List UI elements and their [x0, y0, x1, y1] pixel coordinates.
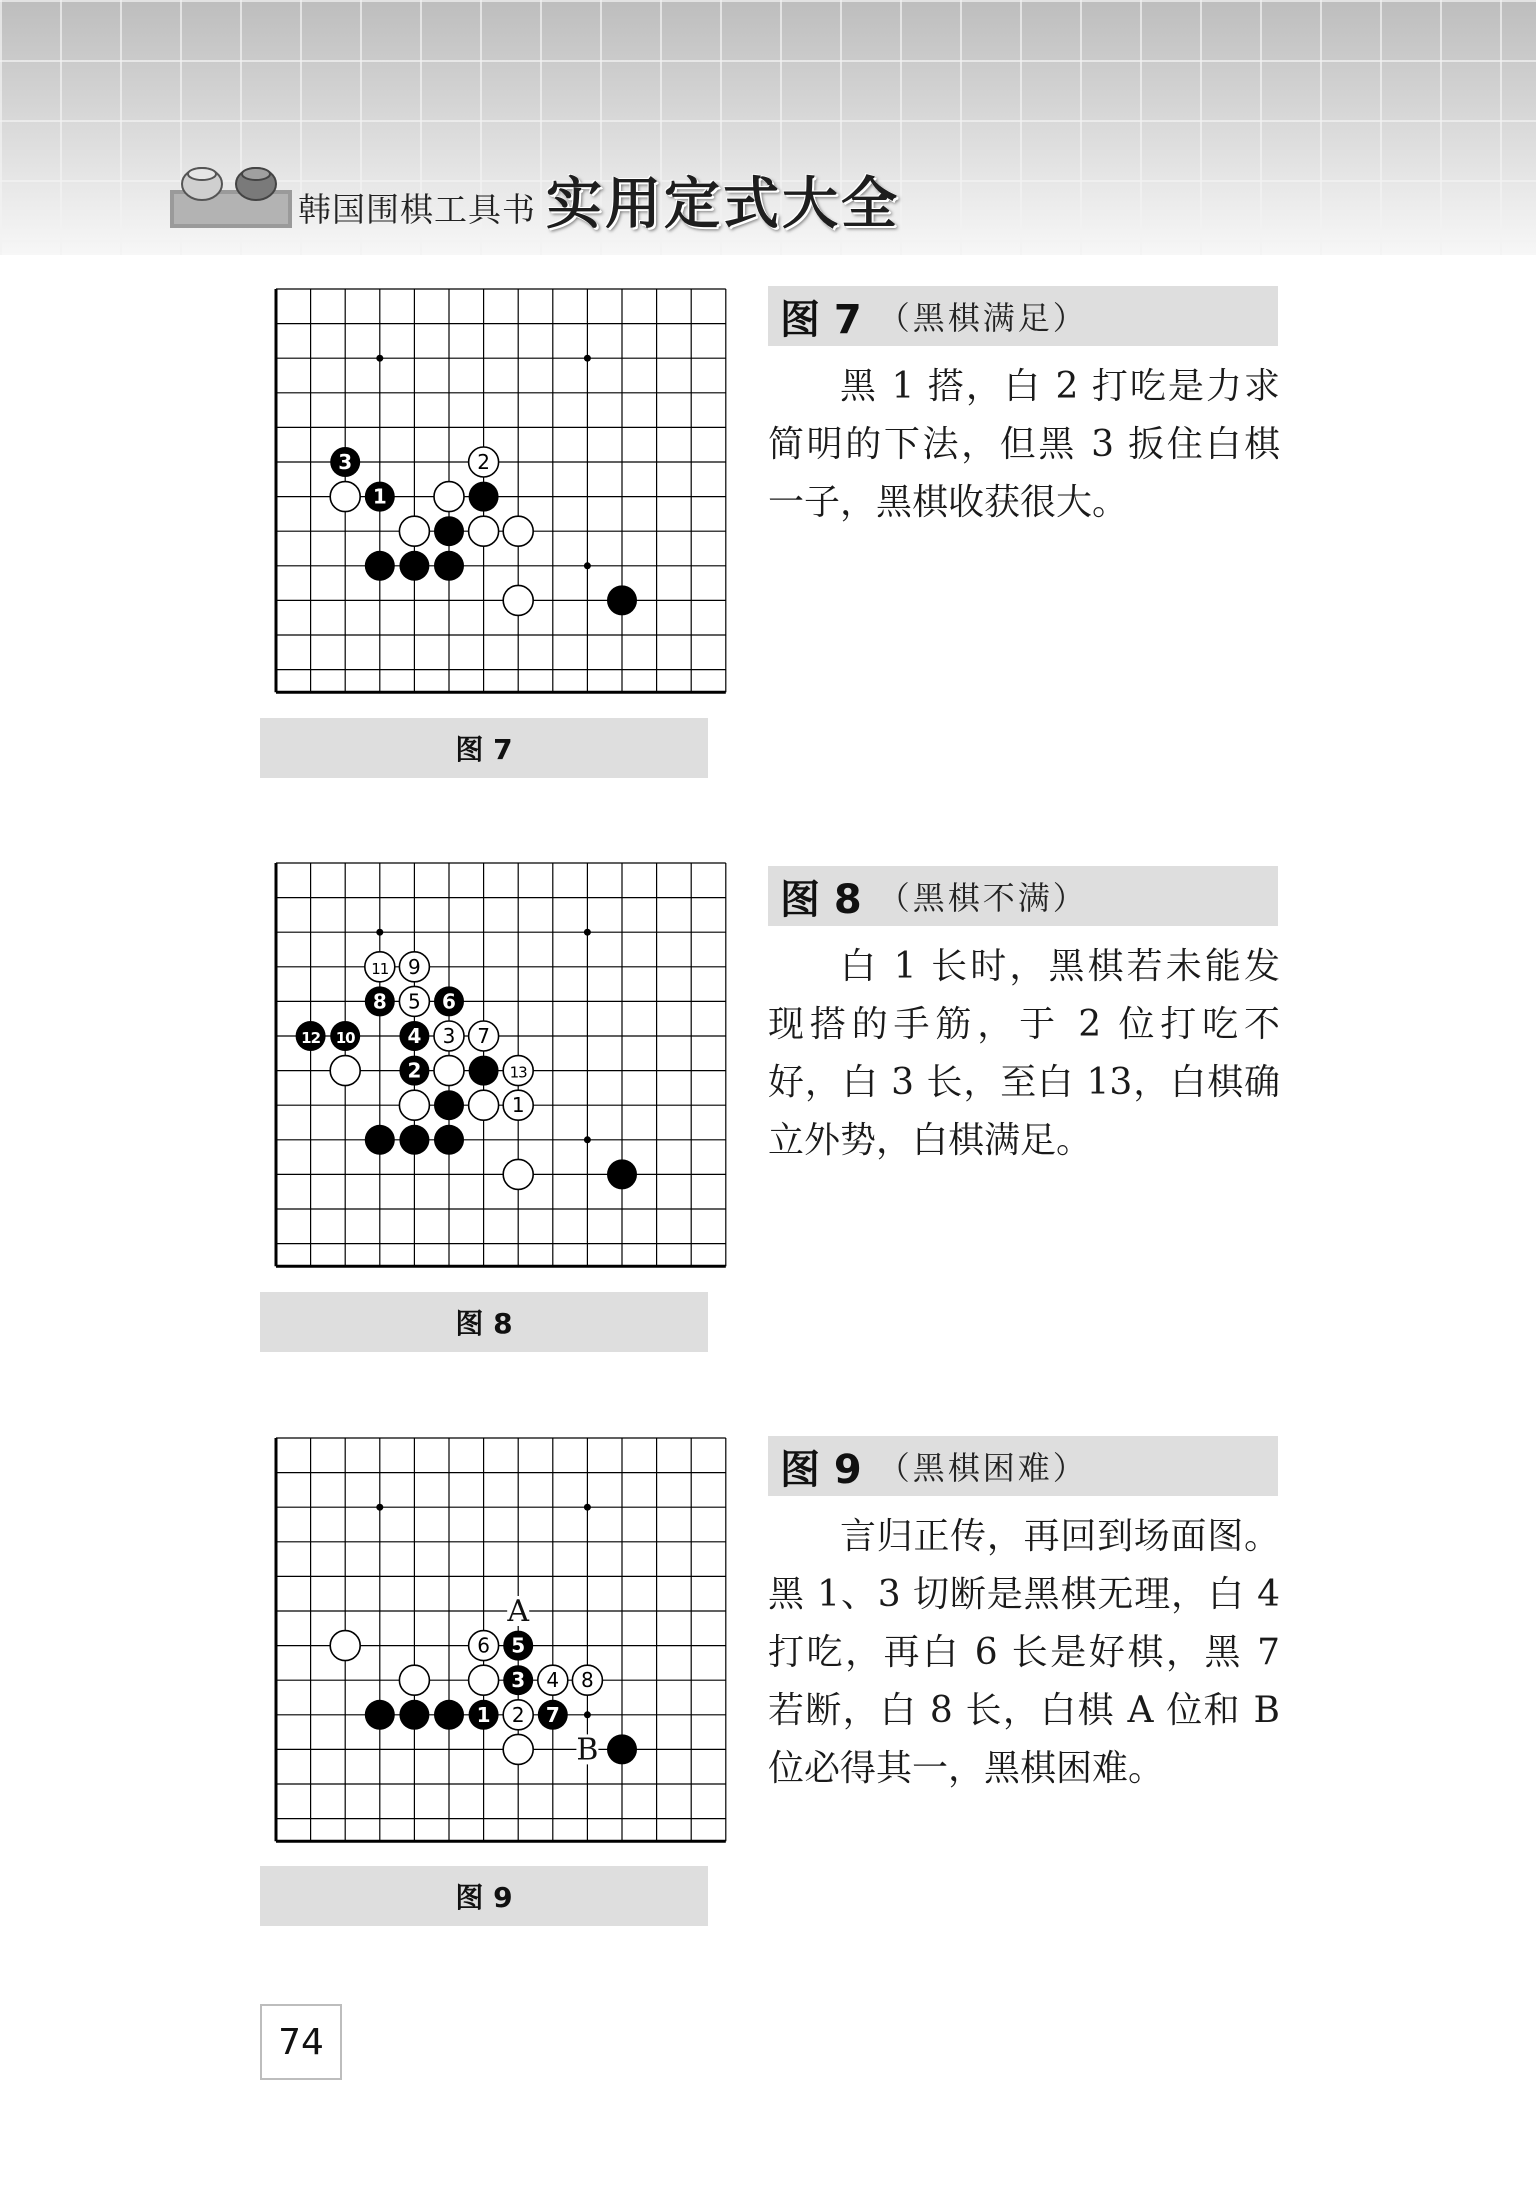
go-diagram-7 [260, 284, 720, 704]
move-number: 13 [509, 1063, 527, 1082]
move-number: 1 [511, 1093, 525, 1118]
move-number: 4 [546, 1668, 560, 1693]
figure-title-9 [768, 1436, 1278, 1496]
star-point [376, 929, 383, 936]
diagram-caption-7: 图 7 [260, 718, 708, 778]
black-stone [434, 551, 464, 581]
white-stone [469, 1021, 499, 1051]
figure-subtitle: （黑棋不满） [877, 879, 1088, 917]
star-point [376, 355, 383, 362]
book-title: 实用定式大全 [546, 171, 900, 237]
black-stone [469, 1700, 499, 1730]
black-stone [330, 1021, 360, 1051]
black-stone [434, 1700, 464, 1730]
series-name: 韩国围棋工具书 [298, 190, 536, 229]
star-point [584, 1504, 591, 1511]
diagram-caption-9: 图 9 [260, 1866, 708, 1926]
figure-title-8 [768, 866, 1278, 926]
figure-number: 图 8 [780, 876, 862, 923]
black-stone [469, 1056, 499, 1086]
go-diagram-9 [260, 1433, 720, 1853]
white-stone [469, 1631, 499, 1661]
move-number: 11 [371, 959, 389, 978]
page-header [0, 0, 1536, 255]
star-point [376, 1504, 383, 1511]
move-number: 8 [372, 989, 387, 1014]
point-letter-label: B [576, 1732, 599, 1768]
move-number: 6 [477, 1633, 490, 1658]
black-stone [365, 1700, 395, 1730]
black-stone [399, 1021, 429, 1051]
move-number: 7 [477, 1024, 490, 1048]
move-number: 6 [442, 989, 456, 1014]
black-stone [469, 482, 499, 512]
white-stone [469, 516, 499, 546]
white-stone [330, 1631, 360, 1661]
white-stone [399, 1090, 429, 1120]
body-paragraph: 白 1 长时，黑棋若未能发现搭的手筋，于 2 位打吃不好，白 3 长，至白 13，白棋确立外势，白棋满足。 [768, 946, 1280, 1161]
page-number: 74 [260, 2004, 342, 2080]
star-point [584, 562, 591, 569]
black-stone [399, 1125, 429, 1155]
black-stone [365, 986, 395, 1016]
go-bowls-logo-icon [170, 150, 292, 228]
white-stone [365, 952, 395, 982]
black-stone [296, 1021, 326, 1051]
star-point [584, 355, 591, 362]
black-stone [503, 1665, 533, 1695]
black-stone [330, 447, 360, 477]
white-stone [503, 516, 533, 546]
white-stone [399, 986, 429, 1016]
white-stone [399, 1665, 429, 1695]
black-stone [365, 482, 395, 512]
move-number: 8 [581, 1668, 594, 1693]
black-stone [538, 1700, 568, 1730]
white-stone [538, 1665, 568, 1695]
white-stone [572, 1665, 602, 1695]
white-stone [469, 1665, 499, 1695]
white-stone [434, 1021, 464, 1051]
black-stone [607, 1159, 637, 1189]
white-stone [399, 516, 429, 546]
figure-subtitle: （黑棋困难） [877, 1449, 1088, 1487]
white-stone [469, 1090, 499, 1120]
black-stone [434, 986, 464, 1016]
figure-body-7 [768, 358, 1280, 532]
figure-subtitle: （黑棋满足） [877, 299, 1088, 337]
black-stone [434, 1125, 464, 1155]
white-stone [399, 952, 429, 982]
figure-body-9 [768, 1508, 1280, 1798]
white-stone [503, 585, 533, 615]
move-number: 1 [372, 484, 387, 509]
white-stone [503, 1700, 533, 1730]
star-point [584, 929, 591, 936]
black-stone [399, 1700, 429, 1730]
move-number: 5 [511, 1633, 526, 1658]
move-number: 3 [442, 1024, 456, 1048]
figure-title-7 [768, 286, 1278, 346]
move-number: 12 [301, 1029, 321, 1047]
black-stone [365, 551, 395, 581]
star-point [584, 1711, 591, 1718]
move-number: 1 [476, 1702, 491, 1727]
body-paragraph: 黑 1 搭，白 2 打吃是力求简明的下法，但黑 3 扳住白棋一子，黑棋收获很大。 [768, 366, 1280, 523]
move-number: 4 [407, 1024, 422, 1048]
black-stone [399, 1056, 429, 1086]
move-number: 9 [408, 954, 421, 979]
black-stone [399, 551, 429, 581]
figure-number: 图 7 [780, 296, 862, 343]
white-stone [434, 482, 464, 512]
black-stone [434, 516, 464, 546]
star-point [584, 1136, 591, 1143]
move-number: 10 [335, 1029, 355, 1047]
black-stone [607, 585, 637, 615]
move-number: 5 [408, 989, 421, 1014]
black-stone [434, 1090, 464, 1120]
move-number: 7 [545, 1702, 560, 1727]
body-paragraph: 言归正传，再回到场面图。黑 1、3 切断是黑棋无理，白 4 打吃，再白 6 长是好棋，黑 7 若断，白 8 长，白棋 A 位和 B 位必得其一，黑棋困难。 [768, 1516, 1280, 1789]
white-stone [434, 1056, 464, 1086]
black-stone [607, 1734, 637, 1764]
move-number: 3 [511, 1668, 526, 1693]
figure-number: 图 9 [780, 1446, 862, 1493]
white-stone [503, 1734, 533, 1764]
white-stone [503, 1090, 533, 1120]
go-diagram-8 [260, 858, 720, 1278]
white-stone [469, 447, 499, 477]
diagram-caption-8: 图 8 [260, 1292, 708, 1352]
move-number: 3 [338, 450, 353, 474]
move-number: 2 [407, 1058, 422, 1083]
move-number: 2 [477, 450, 490, 474]
black-stone [365, 1125, 395, 1155]
white-stone [503, 1056, 533, 1086]
black-stone [503, 1631, 533, 1661]
white-stone [330, 482, 360, 512]
point-letter-label: A [507, 1594, 530, 1629]
figure-body-8 [768, 938, 1280, 1170]
white-stone [330, 1056, 360, 1086]
move-number: 2 [511, 1702, 525, 1727]
white-stone [503, 1159, 533, 1189]
